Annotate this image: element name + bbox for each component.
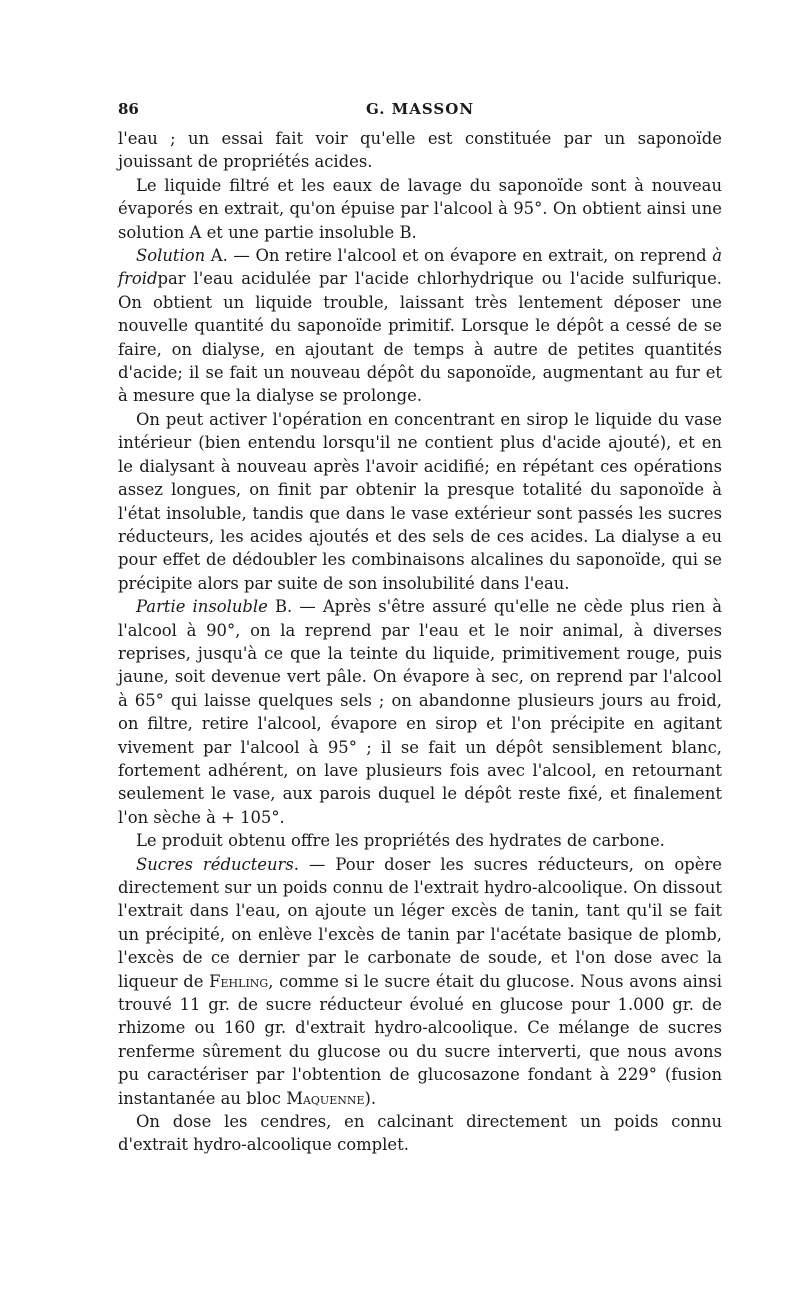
paragraph — [118, 829, 722, 852]
italic-run: Sucres réducteurs. — [136, 854, 299, 874]
text-run: On peut activer l'opération en concentrant en sirop le liquide du vase intérieur (bien entendu lorsqu'il ne contient plus d'acide ajouté), et en le dialysant à nouveau après l'avoir acidifié; en répétant ces opérations assez longues, on finit par obtenir la presque totalité du saponoïde à l'état insoluble, tandis que dans le vase extérieur sont passés les sucres réducteurs, les acides ajoutés et des sels de ces acides. La dialyse a eu pour effet de dédoubler les combinaisons alcalines du saponoïde, qui se précipite alors par suite de son insolubilité dans l'eau. — [118, 409, 722, 593]
paragraph — [118, 174, 722, 244]
text-run: On dose les cendres, en calcinant directement un poids connu d'extrait hydro-alcoolique complet. — [118, 1112, 722, 1155]
paragraph — [118, 595, 722, 829]
text-run: Le produit obtenu offre les propriétés des hydrates de carbone. — [136, 831, 665, 851]
paragraph — [118, 244, 722, 408]
small-caps-run: Maquenne — [286, 1088, 365, 1108]
running-head-author: G. MASSON — [365, 100, 475, 118]
body-text — [118, 127, 722, 1157]
italic-run: à froid — [118, 246, 722, 289]
text-run: , comme si le sucre était du glucose. Nous avons ainsi trouvé 11 gr. de sucre réducteur évolué en glucose pour 1.000 gr. de rhizome ou 160 gr. d'extrait hydro-alcoolique. Ce mélange de sucres renferme sûrement du glucose ou du sucre interverti, que nous avons pu caractériser par l'obtention de glucosazone fondant à 229° (fusion instantanée au bloc — [118, 971, 722, 1108]
paragraph — [118, 127, 722, 174]
paragraph — [118, 853, 722, 1110]
text-run: — Pour doser les sucres réducteurs, on opère directement sur un poids connu de l'extrait hydro-alcoolique. On dissout l'extrait dans l'eau, on ajoute un léger excès de tanin, tant qu'il se fait un précipité, on enlève l'excès de tanin par l'acétate basique de plomb, l'excès de ce dernier par le carbonate de soude, et l'on dose avec la liqueur de — [118, 854, 722, 991]
text-run: par l'eau acidulée par l'acide chlorhydrique ou l'acide sulfurique. On obtient un liquide trouble, laissant très lentement déposer une nouvelle quantité du saponoïde primitif. Lorsque le dépôt a cessé de se faire, on dialyse, en ajoutant de temps à autre de petites quantités d'acide; il se fait un nouveau dépôt du saponoïde, augmentant au fur et à mesure que la dialyse se prolonge. — [118, 269, 722, 406]
italic-run: Partie insoluble — [136, 597, 268, 617]
text-run: Le liquide filtré et les eaux de lavage du saponoïde sont à nouveau évaporés en extrait, qu'on épuise par l'alcool à 95°. On obtient ainsi une solution A et une partie insoluble B. — [118, 175, 722, 242]
text-run: l'eau ; un essai fait voir qu'elle est constituée par un saponoïde jouissant de propriétés acides. — [118, 129, 722, 172]
page-number: 86 — [118, 100, 139, 118]
paragraph — [118, 1110, 722, 1157]
italic-run: Solution — [136, 246, 206, 266]
text-run: B. — Après s'être assuré qu'elle ne cède plus rien à l'alcool à 90°, on la reprend par l'eau et le noir animal, à diverses reprises, jusqu'à ce que la teinte du liquide, primitivement rouge, puis jaune, soit devenue vert pâle. On évapore à sec, on reprend par l'alcool à 65° qui laisse quelques sels ; on abandonne plusieurs jours au froid, on filtre, retire l'alcool, évapore en sirop et l'on précipite en agitant vivement par l'alcool à 95° ; il se fait un dépôt sensiblement blanc, fortement adhérent, on lave plusieurs fois avec l'alcool, en retournant seulement le vase, aux parois duquel le dépôt reste fixé, et finalement l'on sèche à + 105°. — [118, 597, 723, 827]
running-head — [118, 100, 722, 120]
text-run: A. — On retire l'alcool et on évapore en extrait, on reprend — [205, 246, 713, 266]
paragraph — [118, 408, 722, 595]
small-caps-run: Fehling — [209, 971, 269, 991]
text-run: ). — [364, 1088, 377, 1108]
